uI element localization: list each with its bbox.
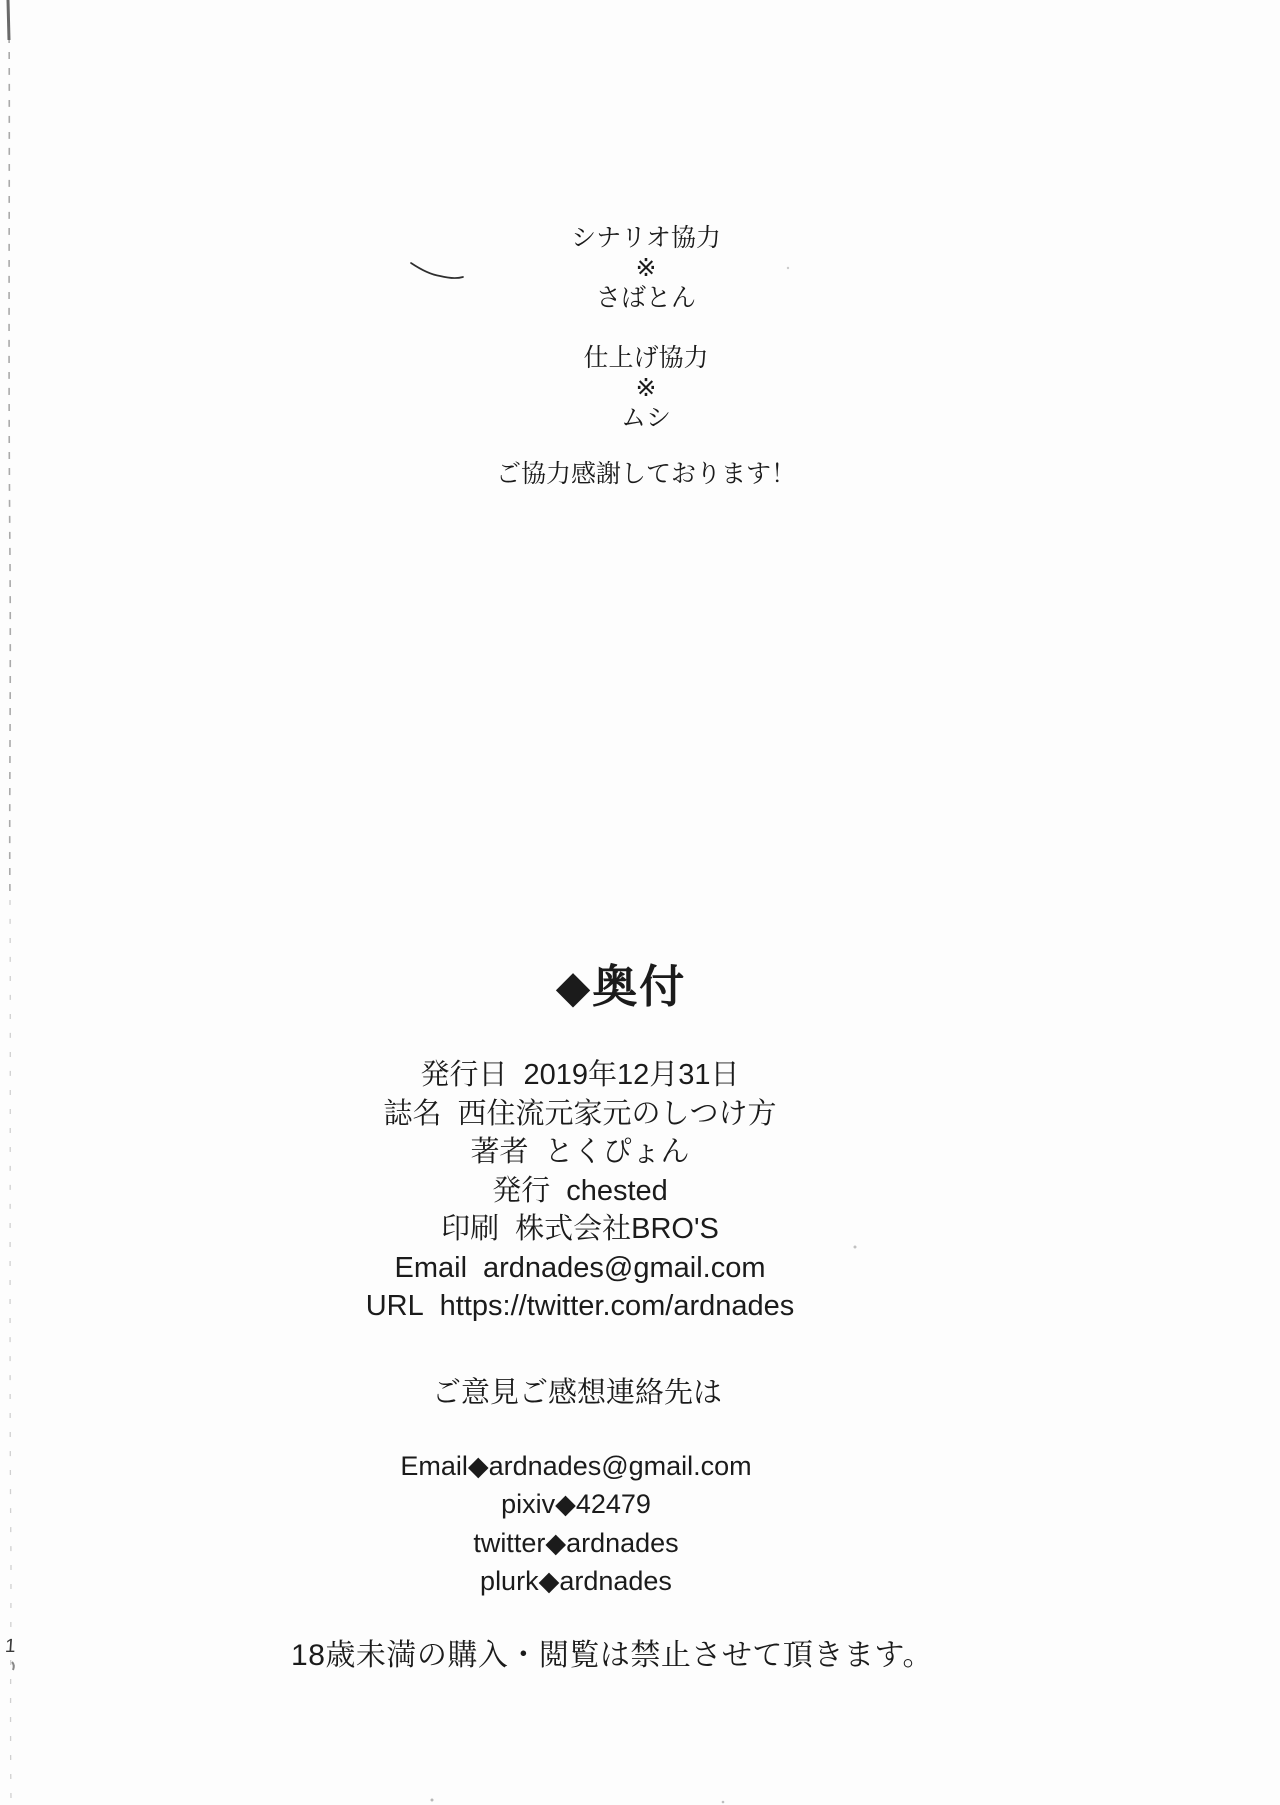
info-value: ardnades@gmail.com xyxy=(482,1251,766,1284)
info-value: 西住流元家元のしつけ方 xyxy=(457,1097,777,1130)
contact-id: ardnades xyxy=(566,1527,679,1558)
colophon-info-row xyxy=(0,1287,1220,1326)
finishing-credit-name: ムシ xyxy=(620,404,671,432)
info-value: 2019年12月31日 xyxy=(523,1059,740,1091)
info-label: 発行 xyxy=(492,1174,551,1207)
colophon-info-row xyxy=(0,1172,1220,1211)
contact-service: Email xyxy=(400,1451,468,1481)
info-label: 印刷 xyxy=(441,1213,500,1245)
scan-artifact-corner xyxy=(8,0,9,40)
info-label: 発行日 xyxy=(420,1059,508,1091)
diamond-separator: ◆ xyxy=(467,1451,489,1481)
info-label: Email xyxy=(394,1251,468,1284)
scenario-credit-name: さばとん xyxy=(595,284,696,312)
contact-row xyxy=(0,1524,1216,1562)
contact-id: ardnades@gmail.com xyxy=(488,1451,752,1481)
age-restriction-notice: 18歳未満の購入・閲覧は禁止させて頂きます。 xyxy=(291,1639,933,1672)
contact-id: ardnades xyxy=(559,1565,672,1596)
info-label: 誌名 xyxy=(383,1097,442,1130)
info-value: 株式会社BRO'S xyxy=(515,1213,719,1245)
contact-row xyxy=(0,1447,1216,1485)
info-value: とくぴょん xyxy=(544,1136,690,1168)
contact-service: plurk xyxy=(480,1565,539,1596)
finishing-credit-label: 仕上げ協力 xyxy=(583,344,709,372)
page-number-text: 1 xyxy=(4,1636,17,1657)
colophon-header: ◆奥付 xyxy=(555,961,687,1012)
diamond-separator: ◆ xyxy=(545,1527,567,1558)
thanks-note: ご協力感謝しております！ xyxy=(495,460,796,488)
colophon-info-row xyxy=(0,1095,1220,1134)
colophon-info-row xyxy=(0,1056,1220,1095)
colophon-info-row xyxy=(0,1249,1220,1288)
colophon-info-block xyxy=(0,1056,1220,1326)
colophon-info-row xyxy=(0,1133,1220,1172)
contact-list xyxy=(0,1447,1216,1600)
contact-row xyxy=(0,1562,1216,1600)
feedback-heading: ご意見ご感想連絡先は xyxy=(431,1377,722,1409)
scan-speck xyxy=(431,1799,434,1802)
info-label: 著者 xyxy=(470,1136,529,1168)
scenario-credit-label: シナリオ協力 xyxy=(571,224,721,252)
contact-row xyxy=(0,1485,1216,1523)
info-value: https://twitter.com/ardnades xyxy=(439,1290,795,1322)
contact-service: pixiv xyxy=(501,1489,556,1520)
diamond-separator: ◆ xyxy=(538,1565,560,1596)
scan-speck xyxy=(722,1801,725,1804)
info-value: chested xyxy=(566,1174,668,1207)
reference-mark: ※ xyxy=(635,374,657,402)
reference-mark: ※ xyxy=(635,254,657,282)
info-label: URL xyxy=(365,1290,424,1322)
colophon-info-row xyxy=(0,1210,1220,1249)
contact-id: 42479 xyxy=(575,1489,651,1520)
credits-block xyxy=(6,223,1280,489)
contact-service: twitter xyxy=(473,1527,546,1558)
diamond-separator: ◆ xyxy=(555,1489,576,1520)
